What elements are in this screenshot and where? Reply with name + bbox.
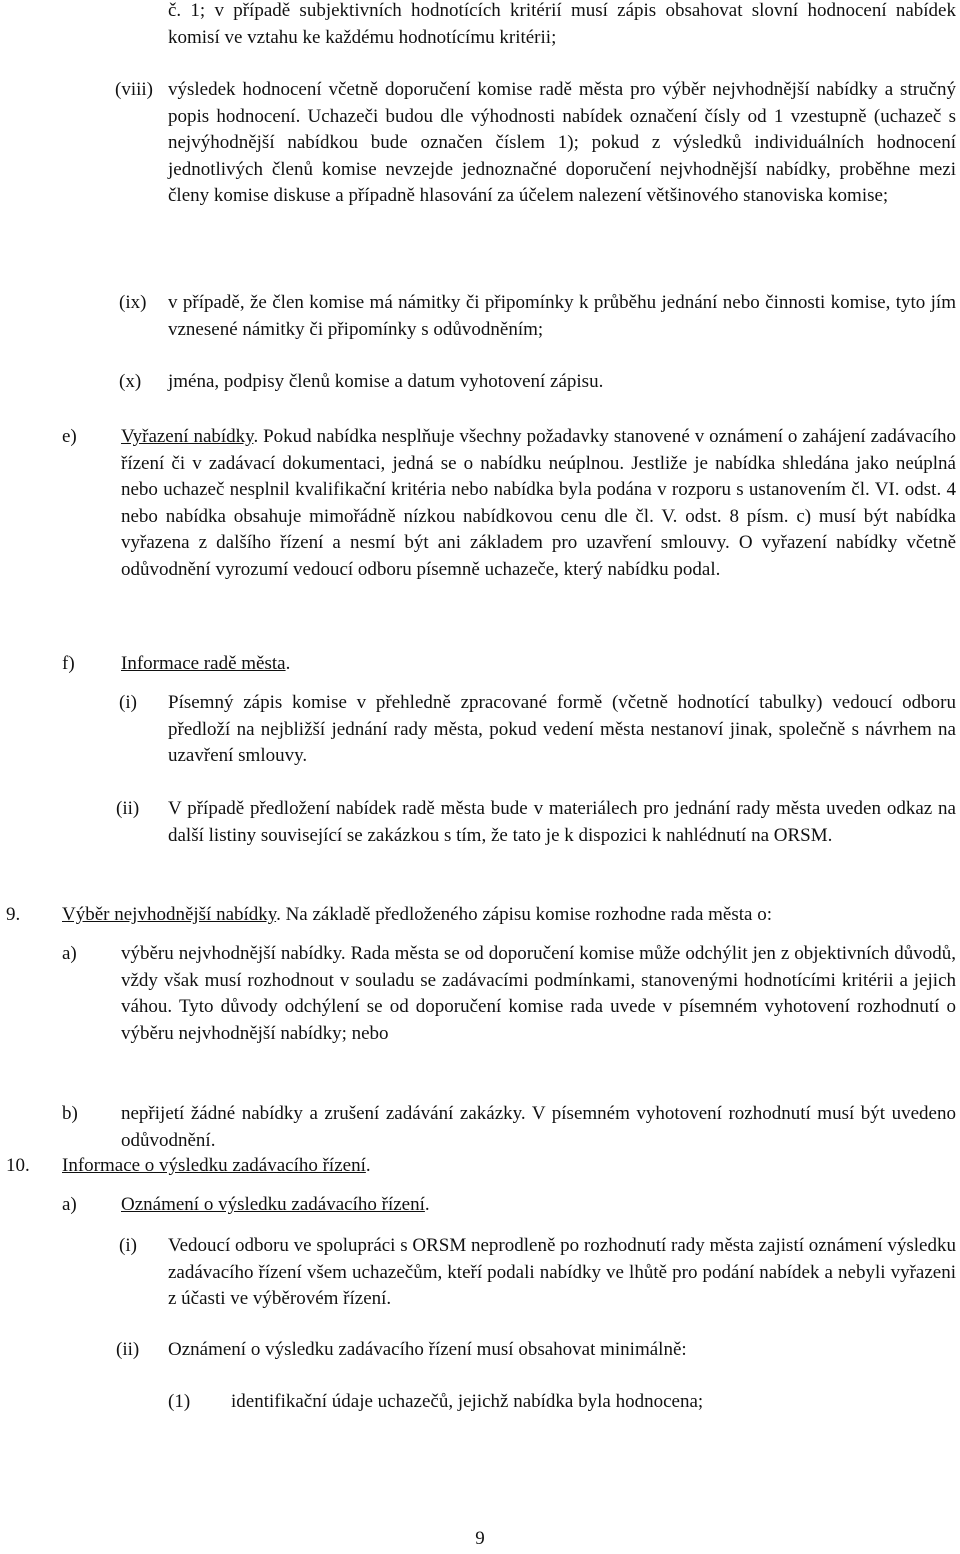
section-e-text: . Pokud nabídka nesplňuje všechny požadavky stanovené v oznámení o zahájení zadávacího řízení či v zadávací dokumentaci, jedná se o nabídku neúplnou. Jestliže je nabídka shledána jako neúplná nebo uchazeč nesplnil kvalifikační kritéria nebo nabídka byla podána v rozporu s ustanovením čl. VI. odst. 4 nebo nabídka obsahuje mimořádně nízkou nabídkovou cenu dle čl. V. odst. 8 písm. c) musí být nabídka vyřazena z dalšího řízení a nesmí být ani základem pro uzavření smlouvy. O vyřazení nabídky včetně odůvodnění vyrozumí vedoucí odboru písemně uchazeče, který nabídku podal. [121,426,957,580]
section-9-title: Výběr nejvhodnější nabídky [62,904,277,925]
item-x-label: (x) [119,371,142,392]
continued-paragraph: č. 1; v případě subjektivních hodnotících kritérií musí zápis obsahovat slovní hodnocení nabídek komisí ve vztahu ke každému hodnotícímu kritérii; [168,0,956,48]
section-9-label: 9. [6,904,21,925]
section-9-a-label: a) [62,943,77,964]
subitem-1-text: identifikační údaje uchazečů, jejichž nabídka byla hodnocena; [231,1391,704,1412]
section-9-text: . Na základě předloženého zápisu komise rozhodne rada města o: [276,904,772,925]
item-ix-label: (ix) [119,292,147,313]
section-9-b-label: b) [62,1103,78,1124]
section-10-a-title-end: . [424,1194,430,1215]
section-10-a-heading [121,1192,956,1219]
section-f-item-i-text: Písemný zápis komise v přehledně zpracované formě (včetně hodnotící tabulky) vedoucí odboru předloží na nejbližší jednání rady města, pokud vedení města nestanoví jinak, společně s návrhem na uzavření smlouvy. [168,692,956,766]
item-viii-label: (viii) [115,79,153,100]
section-e-paragraph [121,424,956,583]
item-x-text: jména, podpisy členů komise a datum vyhotovení zápisu. [168,371,604,392]
section-10-label: 10. [6,1155,30,1176]
item-viii-text: výsledek hodnocení včetně doporučení komise radě města pro výběr nejvhodnější nabídky a stručný popis hodnocení. Uchazeči budou dle výhodnosti nabídek označení čísly od 1 vzestupně (uchazeč s nejvýhodnější nabídkou bude označen číslem 1); pokud z výsledků individuálních hodnocení jednotlivých členů komise nevzejde jednoznačné doporučení nejvhodnější nabídky, proběhne mezi členy komise diskuse a případně hlasování za účelem nalezení většinového stanoviska komise; [168,79,956,206]
section-10-a-item-i-label: (i) [119,1235,137,1256]
section-f-heading [121,651,956,678]
page-number: 9 [475,1528,485,1549]
section-f-item-ii-label: (ii) [116,798,140,819]
section-e-title: Vyřazení nabídky [121,426,254,447]
section-e-label: e) [62,426,77,447]
section-10-a-item-ii-label: (ii) [116,1339,140,1360]
section-10-title-end: . [365,1155,371,1176]
section-f-title-end: . [285,653,291,674]
section-10-heading [62,1153,956,1180]
section-10-title: Informace o výsledku zadávacího řízení [62,1155,366,1176]
section-9-heading [62,902,956,929]
section-10-a-title: Oznámení o výsledku zadávacího řízení [121,1194,425,1215]
section-f-item-i-label: (i) [119,692,137,713]
section-10-a-item-ii-text: Oznámení o výsledku zadávacího řízení musí obsahovat minimálně: [168,1339,687,1360]
subitem-1-label: (1) [168,1391,191,1412]
section-f-label: f) [62,653,75,674]
item-ix-text: v případě, že člen komise má námitky či připomínky k průběhu jednání nebo činnosti komise, tyto jím vznesené námitky či připomínky s odůvodněním; [168,292,956,340]
section-9-b-text: nepřijetí žádné nabídky a zrušení zadávání zakázky. V písemném vyhotovení rozhodnutí musí být uvedeno odůvodnění. [121,1103,956,1151]
section-9-a-text: výběru nejvhodnější nabídky. Rada města se od doporučení komise může odchýlit jen z objektivních důvodů, vždy však musí rozhodnout v souladu se zadávacími podmínkami, stanovenými hodnotícími kritérii a jejich váhou. Tyto důvody odchýlení se od doporučení komise rada uvede v písemném vyhotovení rozhodnutí o výběru nejvhodnější nabídky; nebo [121,943,956,1044]
section-10-a-item-i-text: Vedoucí odboru ve spolupráci s ORSM neprodleně po rozhodnutí rady města zajistí oznámení výsledku zadávacího řízení všem uchazečům, kteří podali nabídky ve lhůtě pro podání nabídek a nebyli vyřazeni z účasti ve výběrovém řízení. [168,1235,956,1309]
section-f-title: Informace radě města [121,653,286,674]
section-f-item-ii-text: V případě předložení nabídek radě města bude v materiálech pro jednání rady města uveden odkaz na další listiny související se zakázkou s tím, že tato je k dispozici k nahlédnutí na ORSM. [168,798,956,846]
section-10-a-label: a) [62,1194,77,1215]
